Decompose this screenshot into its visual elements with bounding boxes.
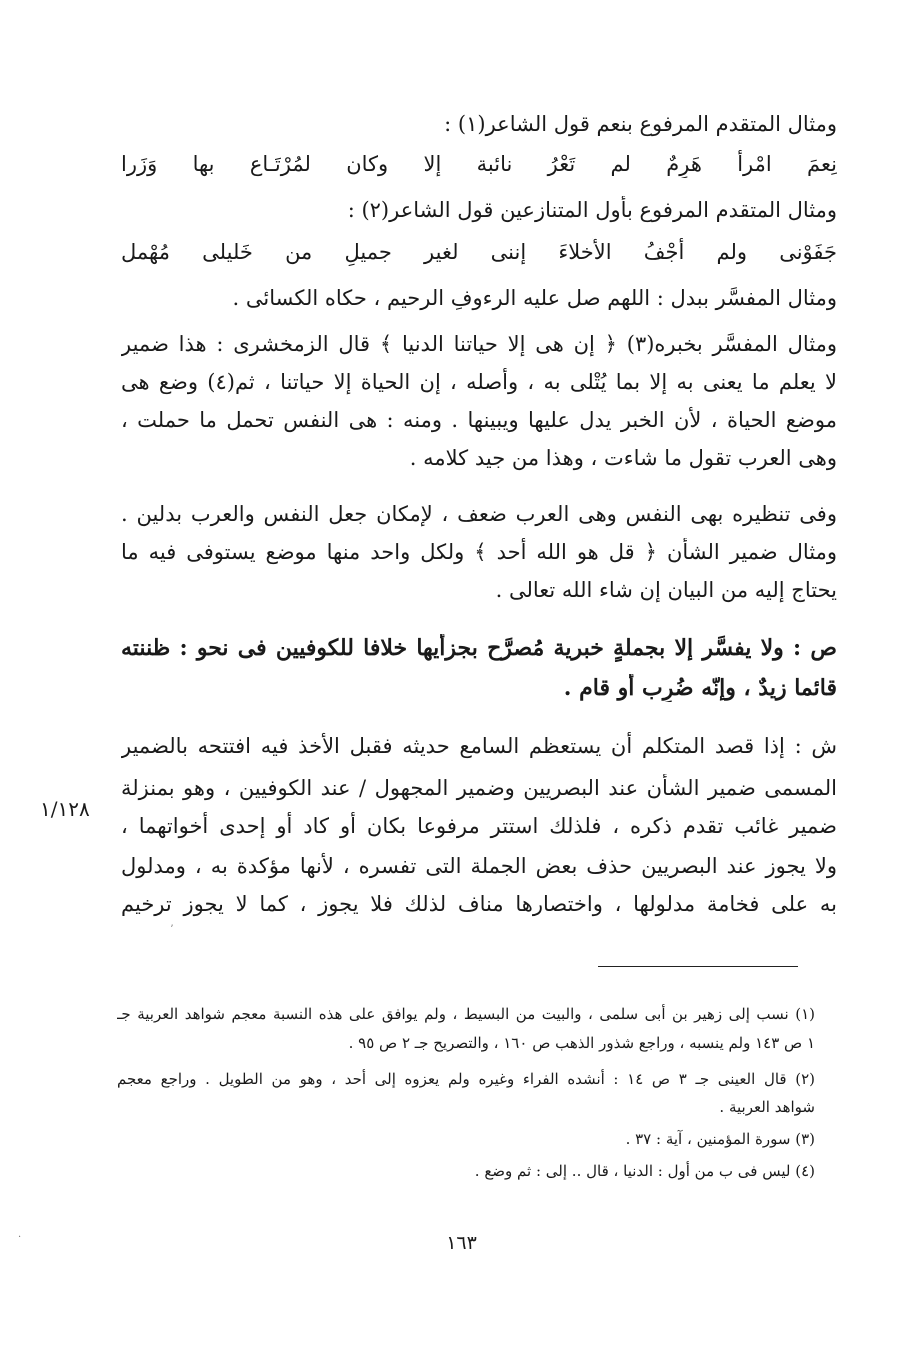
page-number: ١٦٣ [446, 1232, 477, 1254]
footnote-line: (١) نسب إلى زهير بن أبى سلمى ، والبيت من البسيط ، ولم يوافق على هذه النسبة معجم شواهد العربية جـ [117, 1005, 815, 1023]
footnote-line: ١ ص ١٤٣ ولم ينسبه ، وراجع شذور الذهب ص ١٦٠ ، والتصريح جـ ٢ ص ٩٥ . [348, 1034, 815, 1052]
text-line: ومثال المفسَّر ببدل : اللهم صل عليه الرءوفِ الرحيم ، حكاه الكسائى . [232, 286, 837, 310]
text-line: يحتاج إليه من البيان إن شاء الله تعالى . [495, 578, 837, 602]
scan-speck: ʼ [170, 924, 174, 935]
footnote-line: (٢) قال العينى جـ ٣ ص ١٤ : أنشده الفراء وغيره ولم يعزوه إلى أحد ، وهو من الطويل . وراجع معجم [117, 1070, 815, 1088]
text-line: ومثال المتقدم المرفوع بنعم قول الشاعر(١) : [444, 112, 837, 136]
text-line: وهى العرب تقول ما شاءت ، وهذا من جيد كلامه . [409, 446, 837, 470]
text-line: موضع الحياة ، لأن الخبر يدل عليها ويبينها . ومنه : هى النفس تحمل ما حملت ، [121, 408, 837, 432]
matn-line: قائما زيدٌ ، وإنّه ضُرِب أو قام . [563, 675, 837, 701]
sharh-line: ش : إذا قصد المتكلم أن يستعظم السامع حديثه فقبل الأخذ فيه افتتحه بالضمير [121, 734, 837, 758]
text-line: وفى تنظيره بهى النفس وهى العرب ضعف ، لإمكان جعل النفس والعرب بدلين . [121, 502, 837, 526]
matn-line: ص : ولا يفسَّر إلا بجملةٍ خبرية مُصرَّح بجزأيها خلافا للكوفيين فى نحو : ظننته [121, 635, 837, 661]
sharh-line: به على فخامة مدلولها ، واختصارها مناف لذلك فلا يجوز ، كما لا يجوز ترخيم [121, 892, 837, 916]
sharh-line: المسمى ضمير الشأن عند البصريين وضمير المجهول / عند الكوفيين ، وهو بمنزلة [121, 776, 837, 800]
footnote-separator [598, 966, 798, 967]
margin-page-reference: ١/١٢٨ [40, 797, 90, 821]
footnote-line: (٤) ليس فى ب من أول : الدنيا ، قال .. إلى : ثم وضع . [474, 1162, 815, 1180]
footnote-line: (٣) سورة المؤمنين ، آية : ٣٧ . [625, 1130, 815, 1148]
text-line: ومثال المتقدم المرفوع بأول المتنازعين قول الشاعر(٢) : [347, 198, 837, 222]
text-line: ومثال المفسَّر بخبره(٣) ﴿ إن هى إلا حياتنا الدنيا ﴾ قال الزمخشرى : هذا ضمير [121, 332, 837, 356]
verse-line: نِعمَ امْرأً هَرِمٌ لم تَعْرُ نائبة إلا وكان لمُرْتَـاع بها وَزَرا [121, 152, 837, 176]
text-line: ومثال ضمير الشأن ﴿ قل هو الله أحد ﴾ ولكل واحد منها موضع يستوفى فيه ما [121, 540, 837, 564]
scan-speck: · [18, 1232, 22, 1243]
sharh-line: ولا يجوز عند البصريين حذف بعض الجملة التى تفسره ، لأنها مؤكدة به ، ومدلول [121, 854, 837, 878]
verse-line: جَفَوْنى ولم أَجْفُ الأَخلاءَ إننى لغير جميلٍ من خَليلى مُهْمل [121, 240, 837, 264]
footnote-line: شواهد العربية . [719, 1098, 815, 1116]
text-line: لا يعلم ما يعنى به إلا بما يُتْلى به ، وأصله ، إن الحياة إلا حياتنا ، ثم(٤) وضع هى [121, 370, 837, 394]
sharh-line: ضمير غائب تقدم ذكره ، فلذلك استتر مرفوعا بكان أو كاد أو إحدى أخواتهما ، [121, 814, 837, 838]
